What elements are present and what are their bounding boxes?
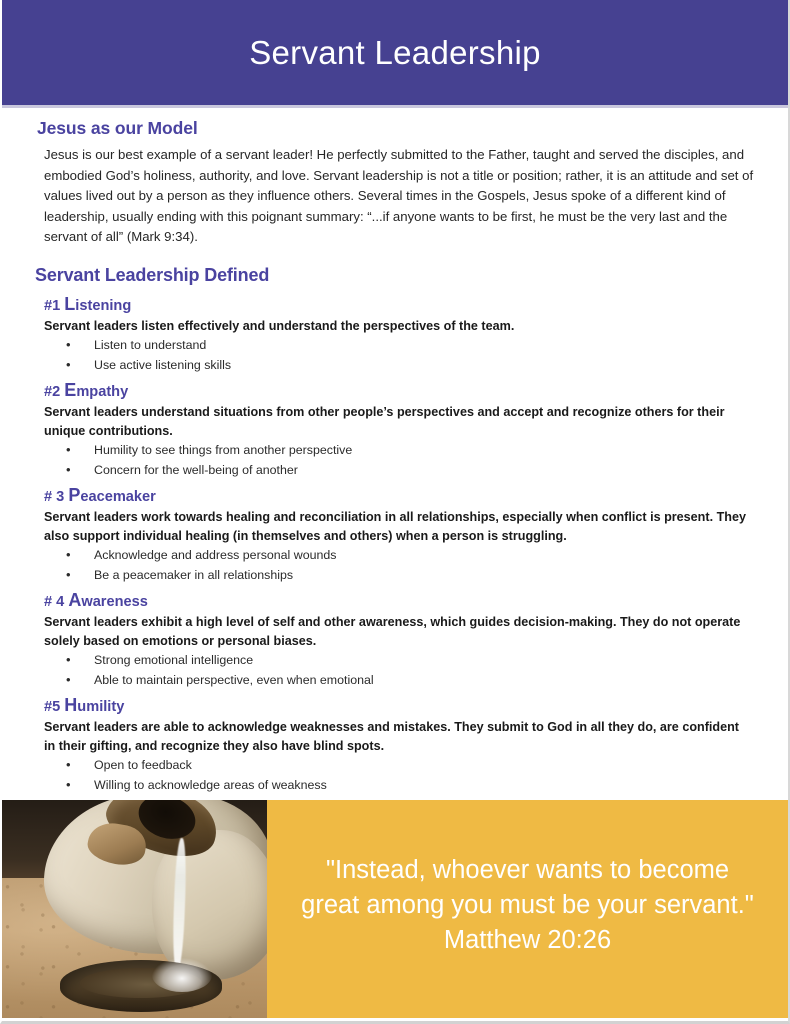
list-item: • Open to feedback: [66, 756, 770, 776]
principle-description: Servant leaders work towards healing and reconciliation in all relationships, especially when conflict is present. They also support individual healing (in themselves and others) when a person is struggling.: [44, 510, 746, 543]
principle-name: wareness: [81, 594, 148, 611]
list-item: • Willing to acknowledge areas of weakness: [66, 776, 770, 796]
principle-name: eacemaker: [80, 489, 156, 506]
principle-number: #2: [44, 384, 65, 401]
principle-block: [44, 289, 770, 376]
principle-name: istening: [75, 297, 132, 314]
page-title: Servant Leadership: [249, 33, 541, 71]
section-heading-servant-leadership-defined: Servant Leadership Defined: [35, 264, 270, 285]
principle-drop-cap: P: [68, 485, 81, 506]
principle-name: mpathy: [76, 384, 129, 401]
header-underline-divider: [2, 105, 788, 108]
principle-name: umility: [77, 699, 125, 716]
principle-title: [44, 295, 770, 316]
quote-reference: Matthew 20:26: [443, 925, 612, 954]
principle-bullet-list: [44, 336, 770, 375]
principle-bullet-list: [44, 651, 770, 690]
principle-drop-cap: A: [68, 590, 82, 611]
principle-block: [44, 585, 770, 690]
list-item: • Able to maintain perspective, even when emotional: [66, 671, 770, 691]
quote-line-2: great among you must be your servant.": [301, 890, 754, 919]
principle-number: #1: [44, 297, 65, 314]
principle-drop-cap: L: [64, 293, 76, 314]
list-item: • Listen to understand: [66, 336, 770, 356]
water-pouring-photo: [2, 800, 267, 1018]
list-item: • Acknowledge and address personal wounds: [66, 546, 770, 566]
document-body: [2, 112, 788, 795]
principle-number: # 3: [44, 489, 69, 506]
principle-bullet-list: [44, 441, 770, 480]
header-banner: [2, 0, 788, 105]
principle-number: #5: [44, 699, 65, 716]
principle-title: [44, 486, 770, 507]
principle-title: [44, 381, 770, 402]
principle-bullet-list: [44, 546, 770, 585]
list-item: • Strong emotional intelligence: [66, 651, 770, 671]
list-item: • Use active listening skills: [66, 356, 770, 376]
principle-title: [44, 591, 770, 612]
principle-description: Servant leaders exhibit a high level of self and other awareness, which guides decision-making. They do not operate solely based on emotions or personal biases.: [44, 615, 741, 648]
principle-description: Servant leaders are able to acknowledge weaknesses and mistakes. They submit to God in all they do, are confident in their gifting, and recognize they also have blind spots.: [44, 720, 739, 753]
list-item: • Be a peacemaker in all relationships: [66, 566, 770, 586]
principle-description: Servant leaders understand situations from other people’s perspectives and accept and recognize others for their unique contributions.: [44, 405, 725, 438]
principle-description: Servant leaders listen effectively and understand the perspectives of the team.: [44, 318, 515, 333]
principle-block: [44, 690, 770, 795]
intro-paragraph: Jesus is our best example of a servant leader! He perfectly submitted to the Father, taught and served the disciples, and embodied God’s holiness, authority, and love. Servant leadership is not a title or position; rather, it is an attitude and set of values lived out by a person as they influence others. Several times in the Gospels, Jesus spoke of a different kind of leadership, usually ending with this poignant summary: “...if anyone wants to be first, he must be the very last and the servant of all” (Mark 9:34).: [44, 147, 754, 245]
list-item: • Humility to see things from another perspective: [66, 441, 770, 461]
principle-drop-cap: E: [64, 380, 77, 401]
principle-block: [44, 480, 770, 585]
section-heading-jesus-as-our-model: Jesus as our Model: [37, 118, 198, 138]
principle-number: # 4: [44, 594, 69, 611]
principle-title: [44, 696, 770, 717]
principle-drop-cap: H: [64, 695, 78, 716]
scripture-quote-panel: [267, 800, 788, 1018]
photo-water-splash: [152, 958, 212, 992]
bottom-band: [2, 800, 788, 1018]
principle-block: [44, 375, 770, 480]
list-item: • Concern for the well-being of another: [66, 461, 770, 481]
quote-line-1: "Instead, whoever wants to become: [325, 855, 730, 884]
principle-bullet-list: [44, 756, 770, 795]
principles-list: [32, 289, 770, 796]
